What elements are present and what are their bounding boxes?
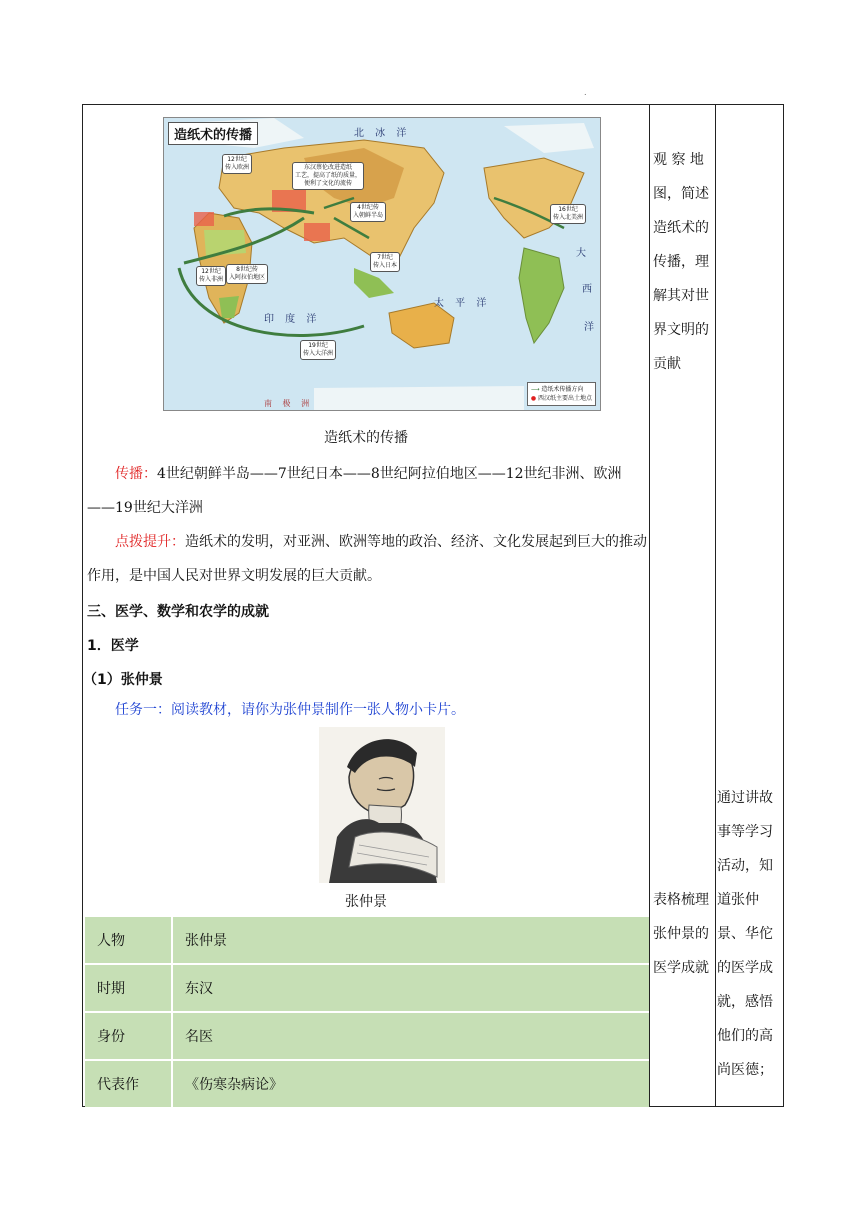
task-text: 任务一：阅读教材，请你为张仲景制作一张人物小卡片。 xyxy=(115,702,465,718)
label-atlantic-2: 西 xyxy=(582,284,596,295)
card-key: 时期 xyxy=(85,964,172,1012)
subsub-heading: （1）张仲景 xyxy=(83,672,163,688)
card-key: 身份 xyxy=(85,1012,172,1060)
label-pacific-ocean: 太 平 洋 xyxy=(434,298,491,309)
activity-line: 贡献 xyxy=(653,356,681,372)
tag-japan: 7世纪 传入日本 xyxy=(370,252,400,272)
portrait-caption: 张仲景 xyxy=(345,894,387,910)
legend-dot: 西汉纸主要出土地点 xyxy=(537,395,592,402)
activity-line: 解其对世 xyxy=(653,288,709,304)
table-row xyxy=(85,1012,649,1060)
label-antarctica: 南 极 洲 xyxy=(264,399,314,408)
goal-line: 活动，知 xyxy=(717,858,773,874)
map-title: 造纸术的传播 xyxy=(168,122,258,145)
map-caption: 造纸术的传播 xyxy=(324,430,408,446)
activity-line: 造纸术的 xyxy=(653,220,709,236)
task-paragraph xyxy=(87,693,647,727)
activity-line: 传播，理 xyxy=(653,254,709,270)
tag-cai-lun: 东汉蔡伦改进造纸 工艺，提高了纸的质量， 便利了文化的流传 xyxy=(292,162,364,190)
activity-table-text xyxy=(653,883,715,985)
map-legend: ⟶ 造纸术传播方向 ● 西汉纸主要出土地点 xyxy=(527,382,596,406)
goal-line: 事等学习 xyxy=(717,824,773,840)
goal-line: 通过讲故 xyxy=(717,790,773,806)
lesson-table xyxy=(82,104,784,1107)
goal-line: 的医学成 xyxy=(717,960,773,976)
table-row xyxy=(85,964,649,1012)
tag-europe: 12世纪 传入欧洲 xyxy=(222,154,252,174)
table-row xyxy=(85,917,649,964)
activity-map-text xyxy=(653,143,715,381)
activity-line: 观 察 地 xyxy=(653,152,704,168)
column-divider xyxy=(649,105,650,1106)
activity-line: 张仲景的 xyxy=(653,926,709,942)
goal-line: 就，感悟 xyxy=(717,994,773,1010)
activity-line: 图，简述 xyxy=(653,186,709,202)
goal-line: 景、华佗 xyxy=(717,926,773,942)
goal-text xyxy=(717,781,783,1087)
card-key: 人物 xyxy=(85,917,172,964)
goal-line: 道张仲 xyxy=(717,892,759,908)
tag-africa: 12世纪 传入非洲 xyxy=(196,266,226,286)
card-value: 名医 xyxy=(172,1012,649,1060)
insight-text: 造纸术的发明，对亚洲、欧洲等地的政治、经济、文化发展起到巨大的推动作用，是中国人民对世界文明发展的巨大贡献。 xyxy=(87,534,647,584)
label-arctic-ocean: 北 冰 洋 xyxy=(354,128,411,139)
tag-arab: 8世纪传 入阿拉伯地区 xyxy=(226,264,268,284)
activity-line: 表格梳理 xyxy=(653,892,709,908)
paper-spread-map xyxy=(163,117,601,411)
spread-label: 传播： xyxy=(115,466,157,482)
section-heading: 三、医学、数学和农学的成就 xyxy=(87,604,269,620)
goal-line: 尚医德； xyxy=(717,1062,773,1078)
insight-label: 点拨提升： xyxy=(115,534,185,550)
label-indian-ocean: 印 度 洋 xyxy=(264,314,321,325)
sub-heading: 1．医学 xyxy=(87,638,139,654)
tag-korea: 4世纪传 入朝鲜半岛 xyxy=(350,202,386,222)
zhang-zhongjing-portrait xyxy=(319,727,445,883)
insight-paragraph xyxy=(87,525,647,593)
spread-text: 4世纪朝鲜半岛——7世纪日本——8世纪阿拉伯地区——12世纪非洲、欧洲——19世纪大洋洲 xyxy=(87,466,622,516)
header-dot: . xyxy=(584,88,587,97)
portrait-drawing xyxy=(319,727,445,883)
card-value: 张仲景 xyxy=(172,917,649,964)
spread-paragraph xyxy=(87,457,647,525)
goal-line: 他们的高 xyxy=(717,1028,773,1044)
column-divider xyxy=(715,105,716,1106)
tag-oceania: 19世纪 传入大洋洲 xyxy=(300,340,336,360)
tag-north-america: 16世纪 传入北美洲 xyxy=(550,204,586,224)
activity-line: 界文明的 xyxy=(653,322,709,338)
person-card-table xyxy=(85,917,649,1109)
label-atlantic-3: 洋 xyxy=(584,322,598,333)
card-value: 《伤寒杂病论》 xyxy=(172,1060,649,1108)
legend-arrow: 造纸术传播方向 xyxy=(541,386,584,393)
label-atlantic-1: 大 xyxy=(576,248,590,259)
card-key: 代表作 xyxy=(85,1060,172,1108)
card-value: 东汉 xyxy=(172,964,649,1012)
table-row xyxy=(85,1060,649,1108)
activity-line: 医学成就 xyxy=(653,960,709,976)
